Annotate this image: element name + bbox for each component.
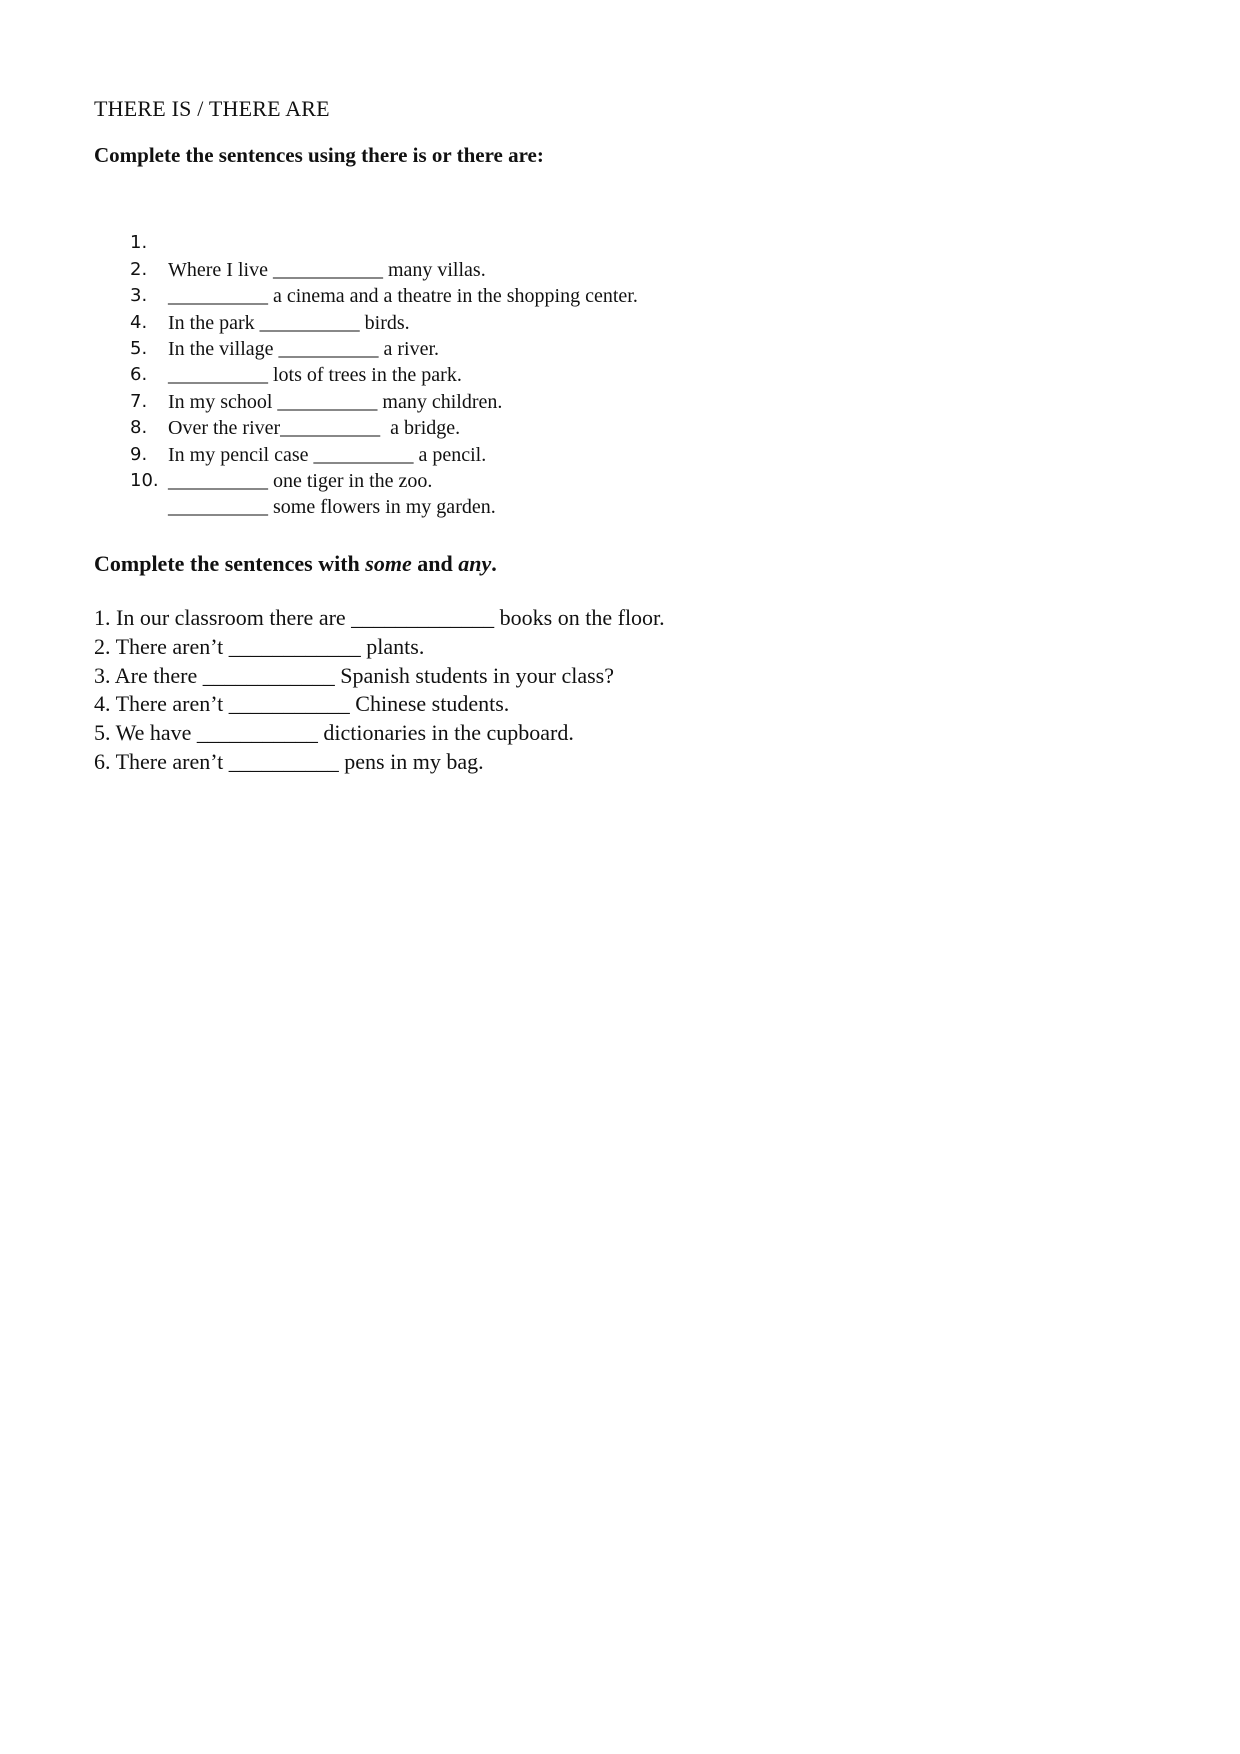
list-item: 2. There aren’t ____________ plants. [94, 633, 425, 659]
section1-list [0, 204, 900, 519]
item-number: 10. [130, 469, 159, 491]
section1-instruction: Complete the sentences using there is or there are: [94, 143, 544, 167]
section2-instruction [94, 551, 497, 577]
list-item: 5. We have ___________ dictionaries in the cupboard. [94, 720, 574, 746]
instruction-mid: and [411, 551, 459, 576]
item-number: 4. [130, 311, 148, 333]
item-number: 6. [130, 364, 148, 386]
item-number: 2. [130, 258, 148, 280]
item-number: 7. [130, 390, 148, 412]
item-number: 3. [130, 285, 148, 307]
item-sentence: In my pencil case __________ a pencil. [168, 443, 487, 466]
item-sentence: __________ some flowers in my garden. [168, 496, 496, 519]
instruction-prefix: Complete the sentences with [94, 551, 366, 576]
item-number: 1. [130, 232, 148, 254]
item-sentence: In the village __________ a river. [168, 337, 440, 360]
instruction-word-any: any [458, 551, 492, 576]
page-title: THERE IS / THERE ARE [94, 96, 330, 121]
list-item: 6. There aren’t __________ pens in my bag. [94, 748, 484, 774]
item-sentence: __________ a cinema and a theatre in the shopping center. [168, 285, 638, 308]
item-sentence: __________ one tiger in the zoo. [168, 469, 433, 492]
list-item: 1. In our classroom there are _____________ books on the floor. [94, 605, 665, 630]
instruction-suffix: . [491, 551, 497, 576]
item-sentence: In the park __________ birds. [168, 311, 410, 334]
list-item: 3. Are there ____________ Spanish students in your class? [94, 662, 614, 688]
section2-list [94, 604, 665, 777]
instruction-word-some: some [365, 551, 412, 576]
item-number: 5. [130, 337, 148, 359]
item-sentence: Over the river__________ a bridge. [168, 417, 461, 440]
list-item: 4. There aren’t ___________ Chinese students. [94, 691, 510, 717]
list-item [0, 204, 900, 281]
item-sentence: In my school __________ many children. [168, 390, 503, 413]
item-number: 9. [130, 443, 148, 465]
item-number: 8. [130, 417, 148, 439]
item-sentence: Where I live ___________ many villas. [168, 258, 486, 281]
item-sentence: __________ lots of trees in the park. [168, 364, 462, 387]
